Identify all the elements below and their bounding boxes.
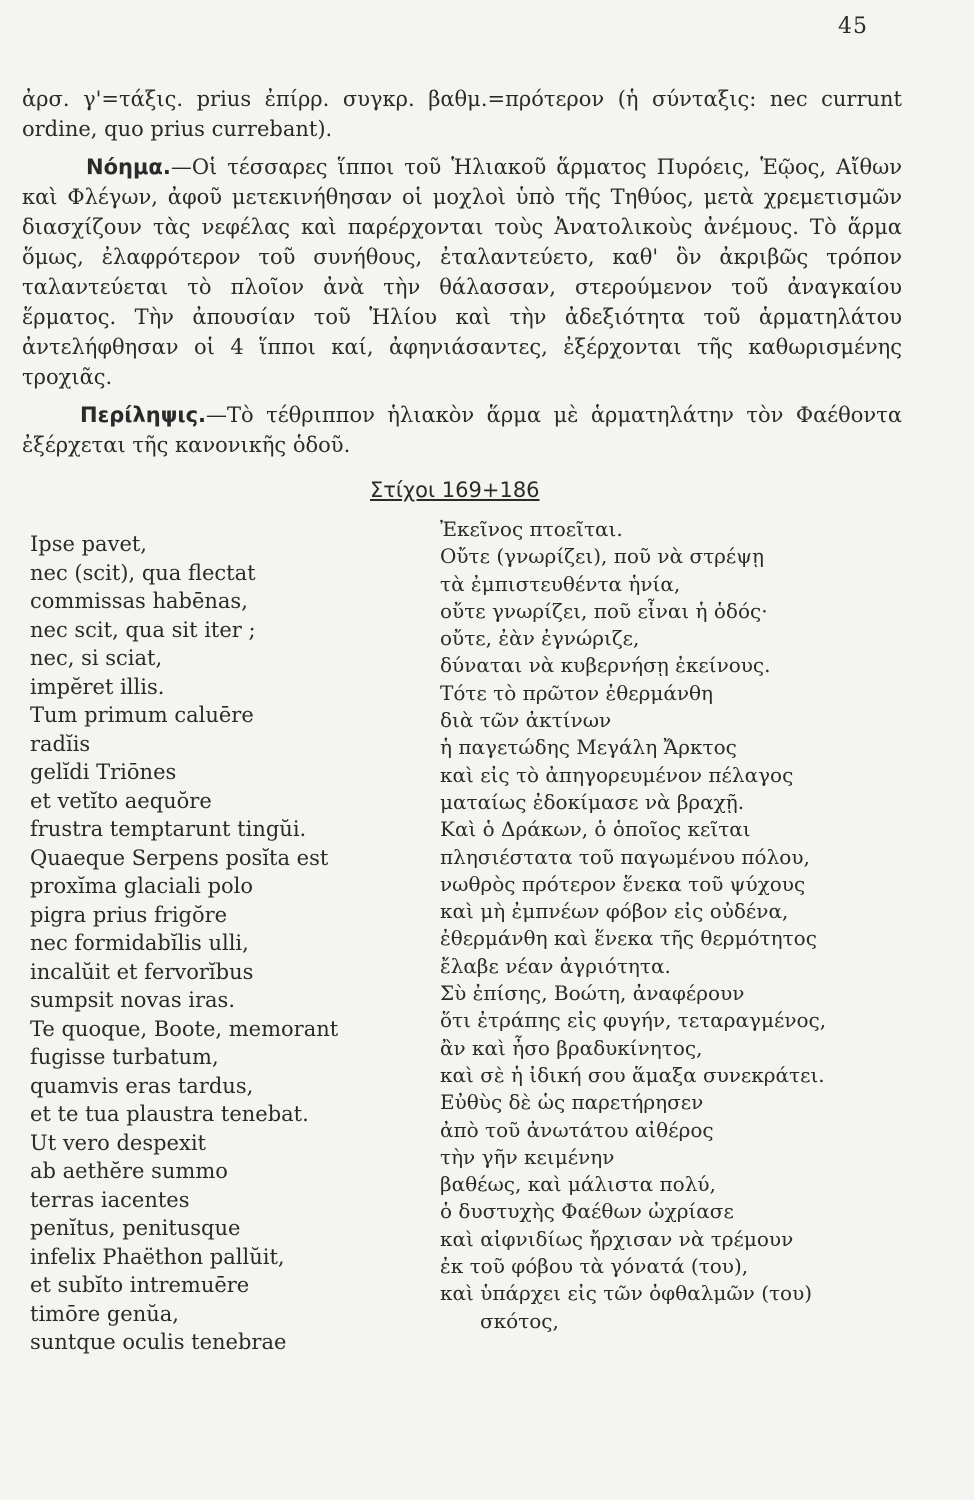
greek-verse-line: καὶ μὴ ἐμπνέων φόβον εἰς οὐδένα, [440, 899, 789, 924]
latin-verse-line: suntque oculis tenebrae [30, 1330, 287, 1354]
latin-verse-line: radĭis [30, 731, 91, 756]
latin-verse-line: et vetĭto aequŏre [30, 788, 212, 813]
latin-verse-line: penĭtus, penitusque [30, 1216, 241, 1240]
greek-verse-line: ἂν καὶ ἦσο βραδυκίνητος, [440, 1035, 703, 1060]
greek-verse-line: βαθέως, καὶ μάλιστα πολύ, [440, 1172, 716, 1197]
latin-text-column [30, 530, 420, 1357]
greek-verse-line: τὰ ἐμπιστευθέντα ἡνία, [440, 571, 681, 596]
greek-verse-line: ματαίως ἐδοκίμασε νὰ βραχῇ. [440, 789, 745, 814]
latin-verse-line: Te quoque, Boote, memorant [30, 1016, 339, 1041]
greek-verse-line: Οὔτε (γνωρίζει), ποῦ νὰ στρέψῃ [440, 544, 764, 569]
greek-verse-line: τὴν γῆν κειμένην [440, 1144, 615, 1169]
greek-verse-line: οὔτε γνωρίζει, ποῦ εἶναι ἡ ὁδός· [440, 598, 768, 623]
latin-verse-line: nec scit, qua sit iter ; [30, 617, 256, 642]
latin-verse-line: commissas habēnas, [30, 589, 248, 613]
latin-verse-line: sumpsit novas iras. [30, 988, 235, 1012]
latin-verse-line: fugisse turbatum, [30, 1045, 219, 1069]
latin-verse-line: nec (scit), qua flectat [30, 560, 256, 585]
greek-verse-line: ἐθερμάνθη καὶ ἕνεκα τῆς θερμότητος [440, 926, 817, 951]
latin-verse-line: Ut vero despexit [30, 1130, 206, 1155]
greek-verse-line: Καὶ ὁ Δράκων, ὁ ὁποῖος κεῖται [440, 817, 751, 842]
latin-verse-line: gelĭdi Triōnes [30, 760, 177, 784]
greek-verse-line: διὰ τῶν ἀκτίνων [440, 708, 612, 733]
greek-translation-column [440, 516, 940, 1335]
greek-verse-line: δύναται νὰ κυβερνήσῃ ἐκείνους. [440, 653, 771, 678]
greek-verse-line: ἔλαβε νέαν ἀγριότητα. [440, 953, 671, 978]
latin-verse-line: Tum primum caluēre [30, 703, 254, 727]
greek-verse-line: ἐκ τοῦ φόβου τὰ γόνατά (του), [440, 1254, 749, 1279]
greek-verse-line: καὶ αἰφνιδίως ἤρχισαν νὰ τρέμουν [440, 1226, 794, 1251]
latin-verse-line: incalŭit et fervorĭbus [30, 959, 254, 984]
latin-verse-line: ab aethĕre summo [30, 1159, 228, 1183]
latin-verse-line: terras iacentes [30, 1187, 190, 1212]
page-number: 45 [838, 14, 868, 39]
greek-verse-line: νωθρὸς πρότερον ἕνεκα τοῦ ψύχους [440, 871, 806, 896]
noema-text: —Οἱ τέσσαρες ἵπποι τοῦ Ἡλιακοῦ ἅρματος Πυρόεις, Ἑῷος, Αἴθων καὶ Φλέγων, ἀφοῦ μετεκινήθησαν οἱ μοχλοὶ ὑπὸ τῆς Τηθύος, μετὰ χρεμετισμῶν διασχίζουν τὰς νεφέλας καὶ παρέρχονται τοὺς Ἀνατολικοὺς ἀνέμους. Τὸ ἅρμα ὅμως, ἐλαφρότερον τοῦ συνήθους, ἐταλαντεύετο, καθ' ὃν ἀκριβῶς τρόπον ταλαντεύεται τὸ πλοῖον ἀνὰ τὴν θάλασσαν, στερούμενον τοῦ ἀναγκαίου ἕρματος. Τὴν ἀπουσίαν τοῦ Ἡλίου καὶ τὴν ἀδεξιότητα τοῦ ἁρματηλάτου ἀντελήφθησαν οἱ 4 ἵπποι καί, ἀφηνιάσαντες, ἐξέρχονται τῆς καθωρισμένης τροχιᾶς. [22, 155, 902, 389]
latin-verse-line: nec formidabĭlis ulli, [30, 931, 249, 955]
latin-verse-line: Quaeque Serpens posĭta est [30, 845, 329, 870]
perilipsis-text: —Τὸ τέθριππον ἡλιακὸν ἅρμα μὲ ἁρματηλάτην τὸν Φαέθοντα ἐξέρχεται τῆς κανονικῆς ὁδοῦ. [22, 403, 902, 457]
latin-verse-line: infelix Phaëthon pallŭit, [30, 1244, 285, 1269]
greek-verse-line: Σὺ ἐπίσης, Βοώτη, ἀναφέρουν [440, 981, 745, 1006]
latin-verse-line: quamvis eras tardus, [30, 1073, 254, 1098]
latin-verse-line: et subĭto intremuēre [30, 1273, 250, 1297]
latin-verse-line: pigra prius frigŏre [30, 902, 228, 927]
latin-verse-line: timōre genŭa, [30, 1301, 179, 1326]
greek-verse-line: ὁ δυστυχὴς Φαέθων ὠχρίασε [440, 1199, 734, 1224]
greek-verse-line: σκότος, [480, 1308, 559, 1333]
greek-verse-line: καὶ ὑπάρχει εἰς τῶν ὀφθαλμῶν (του) [440, 1281, 813, 1306]
greek-verse-line: Εὐθὺς δὲ ὡς παρετήρησεν [440, 1090, 704, 1115]
noema-label: Νόημα. [86, 155, 171, 179]
latin-verse-line: nec, si sciat, [30, 646, 163, 670]
greek-verse-line: ὅτι ἐτράπης εἰς φυγήν, τεταραγμένος, [440, 1008, 827, 1033]
greek-verse-line: Ἐκεῖνος πτοεῖται. [440, 517, 623, 541]
greek-verse-line: πλησιέστατα τοῦ παγωμένου πόλου, [440, 844, 810, 869]
latin-verse-line: et te tua plaustra tenebat. [30, 1102, 309, 1126]
commentary-block [22, 84, 902, 460]
latin-verse-line: impĕret illis. [30, 674, 165, 699]
latin-verse-line: proxĭma glaciali polo [30, 874, 254, 898]
greek-verse-line: οὔτε, ἐὰν ἐγνώριζε, [440, 626, 640, 651]
greek-verse-line: ἀπὸ τοῦ ἀνωτάτου αἰθέρος [440, 1117, 714, 1142]
greek-verse-line: Τότε τὸ πρῶτον ἐθερμάνθη [440, 680, 714, 705]
greek-verse-line: καὶ σὲ ἡ ἰδική σου ἅμαξα συνεκράτει. [440, 1062, 825, 1087]
grammar-notes: ἀρσ. γ'=τάξις. prius ἐπίρρ. συγκρ. βαθμ.=πρότερον (ἡ σύνταξις: nec currunt ordine, quo prius currebant). [22, 87, 902, 141]
noema-paragraph [22, 152, 902, 392]
perilipsis-paragraph [22, 400, 902, 460]
latin-verse-line: frustra temptarunt tingŭi. [30, 817, 307, 841]
perilipsis-label: Περίληψις. [80, 403, 206, 427]
greek-verse-line: καὶ εἰς τὸ ἀπηγορευμένον πέλαγος [440, 762, 794, 787]
verses-heading: Στίχοι 169+186 [370, 478, 540, 502]
latin-verse-line: Ipse pavet, [30, 532, 147, 556]
greek-verse-line: ἡ παγετώδης Μεγάλη Ἄρκτος [440, 735, 737, 760]
